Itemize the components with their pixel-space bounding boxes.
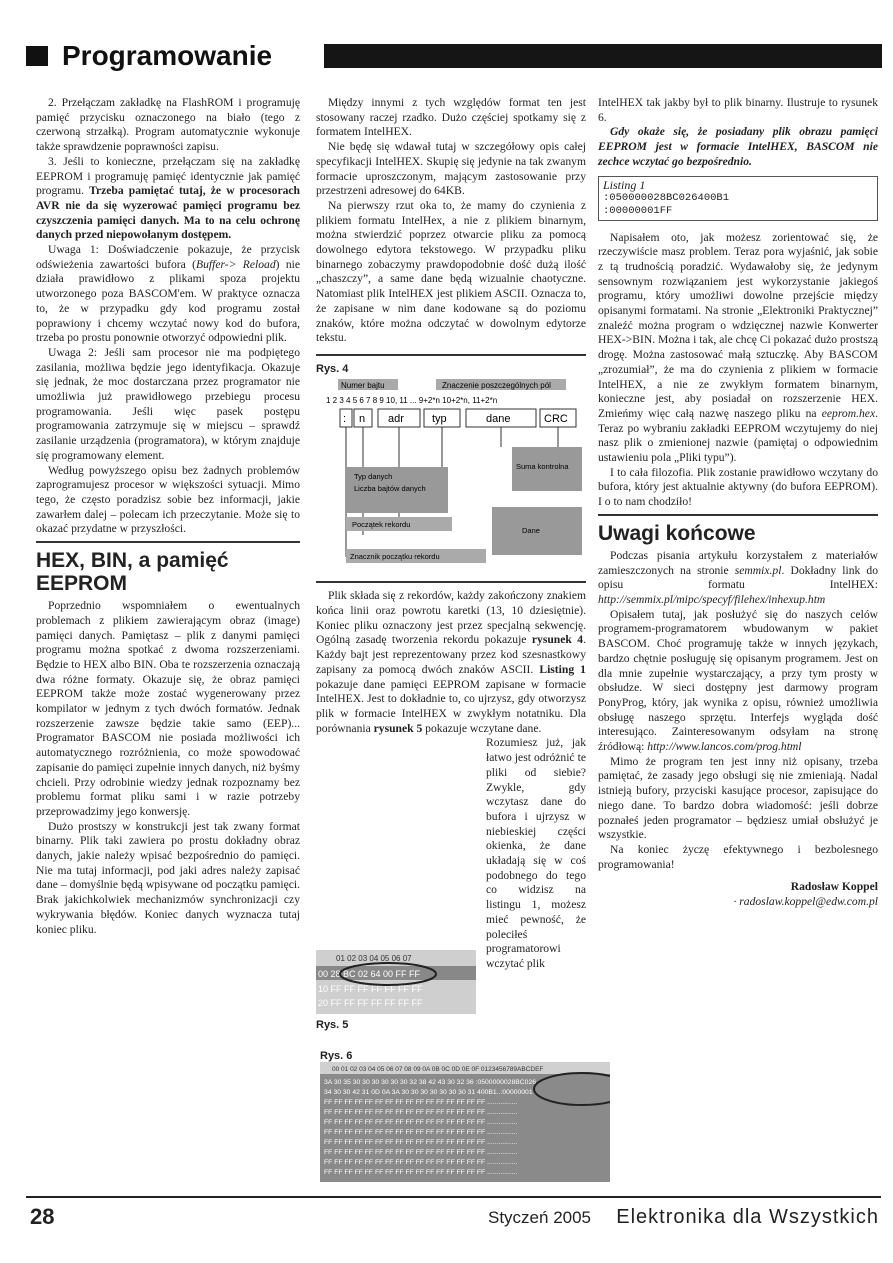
section-heading: HEX, BIN, a pamięć EEPROM: [36, 549, 229, 596]
column-1: [36, 96, 300, 937]
diagram-note: Początek rekordu: [352, 519, 411, 529]
page-number: 28: [30, 1204, 55, 1229]
hex-row: FF FF FF FF FF FF FF FF FF FF FF FF FF FF FF FF ................: [324, 1129, 518, 1136]
figure-5: [316, 950, 476, 1031]
paragraph: Według powyższego opisu bez żadnych problemów zaprogramujesz procesor w większości sytuacji. Mimo tego, że często poradzisz sobie bez informacji, jakie zawarłem dalej – polecam ich przeczytanie. Może się to okazać przydatne w przyszłości.: [36, 463, 300, 536]
hex-row: FF FF FF FF FF FF FF FF FF FF FF FF FF FF FF FF ................: [324, 1109, 518, 1116]
section-heading: Uwagi końcowe: [598, 521, 756, 545]
diagram-note: Liczba bajtów danych: [354, 483, 426, 493]
figure-6: [320, 1050, 610, 1187]
paragraph: 3. Jeśli to konieczne, przełączam się na zakładkę EEPROM i programuję pamięć identycznie jak pamięć programu. Trzeba pamiętać tutaj, że w procesorach AVR nie da się wyzerować pamięci programu bez czyszczenia pamięci danych. Ma to na celu ochronę danych przed niepowołanym dostępem.: [36, 154, 301, 242]
hex-row: FF FF FF FF FF FF FF FF FF FF FF FF FF FF FF FF ................: [324, 1099, 518, 1106]
paragraph: I to cała filozofia. Plik zostanie prawidłowo wczytany do bufora, który jest aktualnie aktywny (do bufora EEPROM). I o to nam chodziło!: [598, 465, 878, 509]
magazine-name: Elektronika dla Wszystkich: [616, 1206, 879, 1228]
paragraph: Podczas pisania artykułu korzystałem z materiałów zamieszczonych na stronie semmix.pl. Dokładny link do opisu formatu IntelHEX: http://semmix.pl/mipc/specyf/filehex/inhexup.htm: [598, 548, 879, 606]
paragraph: Między innymi z tych względów format ten jest stosowany raczej rzadko. Dużo częściej spotkamy się z formatem IntelHEX.: [316, 96, 586, 139]
figure-label: Rys. 6: [320, 1050, 353, 1062]
field-label: n: [359, 412, 366, 425]
column-2: [316, 96, 586, 972]
hex-row: FF FF FF FF FF FF FF FF FF FF FF FF FF FF FF FF ................: [324, 1149, 518, 1156]
field-label: CRC: [544, 412, 568, 425]
diagram-label: Numer bajtu: [341, 380, 385, 390]
paragraph: Rozumiesz już, jak łatwo jest odróżnić te pliki od siebie? Zwykle, gdy wczytasz dane do bufora i ujrzysz w niebieskiej części okienka, że dane układają się w coś podobnego do tego co widzisz na listingu 1, możesz mieć pewność, że poleciłeś programatorowi wczytać plik: [486, 736, 586, 970]
record-format-diagram: [316, 377, 586, 577]
hex-buffer-large: [320, 1062, 610, 1182]
header-bar: [324, 44, 882, 68]
page-header: [26, 40, 882, 74]
paragraph: Gdy okaże się, że posiadany plik obrazu pamięci EEPROM jest w formacie IntelHEX, BASCOM nie zechce wczytać go bezpośrednio.: [598, 125, 878, 168]
figure-label: Rys. 4: [316, 362, 349, 375]
section-rule: [598, 514, 878, 516]
author-email: · radoslaw.koppel@edw.com.pl: [733, 895, 878, 909]
diagram-note: Suma kontrolna: [516, 461, 569, 471]
figure-label: Rys. 5: [316, 1019, 349, 1031]
page-footer: [26, 1196, 881, 1234]
diagram-note: Typ danych: [354, 471, 393, 481]
paragraph: 2. Przełączam zakładkę na FlashROM i programuję pamięć przycisku oznaczonego na biało (tego z czerwoną strzałką). Program automatycznie wykonuje także sprawdzenie poprawności zapisu.: [36, 96, 300, 154]
paragraph: Dużo prostszy w konstrukcji jest tak zwany format binarny. Plik taki zawiera po prostu dokładny obraz danych, jakie należy wpisać bezpośrednio do pamięci. Nie ma tutaj informacji, pod jaki adres należy zapisać dane – domyślnie będą wpisywane od początku pamięci. Brak jakichkolwiek mechanizmów synchronizacji czy wykrywania błędów. Koniec danych wyznacza tutaj koniec pliku.: [36, 819, 300, 936]
author-name: Radosław Koppel: [790, 880, 878, 894]
hex-row: 00 28 BC 02 64 00 FF FF: [318, 969, 421, 979]
paragraph: Poprzednio wspomniałem o ewentualnych problemach z plikiem zawierającym obraz (image) pamięci danych. Pamiętasz – plik z danymi pamięci programu można spotkać z dwoma rozszerzeniami. Będzie to HEX albo BIN. Oba te rozszerzenia oznaczają dwa różne formaty. Okazuje się, że obraz pamięci EEPROM także może zostać wygenerowany przez kompilator w jednym z tych dwóch formatów. Jednak rozszerzenie zawsze będzie takie samo (EEP)... Programator BASCOM nie posiada możliwości ich automatycznego rozróżnienia, co może spowodować zapisanie do pamięci zupełnie innych danych, niż byśmy chcieli. Przy odrobinie wiedzy jednak rozpoznamy bez problemu format pliku sami i w razie potrzeby przeprowadzimy jego konwersję.: [36, 599, 300, 818]
listing-line: :00000001FF: [603, 204, 673, 217]
paragraph: Na koniec życzę efektywnego i bezbolesnego programowania!: [598, 842, 878, 871]
paragraph: Plik składa się z rekordów, każdy zakończony znakiem końca linii oraz powrotu karetki (13, 10 dziesiętnie). Koniec pliku oznaczony jest przez specjalną sekwencję. Ogólną zasadę tworzenia rekordu pokazuje rysunek 4. Każdy bajt jest reprezentowany przez kod szesnastkowy zapisany za pomocą dwóch znaków ASCII. Listing 1 pokazuje dane pamięci EEPROM zapisane w formacie IntelHEX. Jest to dokładnie to, co ujrzysz, gdy otworzysz plik w formacie IntelHEX w zwykłym notatniku. Dla porównania rysunek 5 pokazuje wczytane dane.: [316, 589, 587, 735]
paragraph: Nie będę się wdawał tutaj w szczegółowy opis całej specyfikacji IntelHEX. Skupię się jedynie na tak zwanym formacie uproszczonym, mającym zastosowanie przy przestrzeni adresowej do 64KB.: [316, 140, 586, 198]
hex-buffer-small: [316, 950, 476, 1014]
byte-index-line: 1 2 3 4 5 6 7 8 9 10, 11 ... 9+2*n 10+2*n, 11+2*n: [326, 395, 498, 405]
field-label: :: [343, 412, 347, 425]
paragraph: Uwaga 2: Jeśli sam procesor nie ma podpiętego zasilania, możliwa będzie jego identyfikacja. Okazuje się jednak, że moc dostarczana przez programator nie umożliwia już prawidłowego przebiegu procesu programowania. Jeśli więc pasek postępu programowania zatrzymuje się w miejscu – sprawdź zasilanie urządzenia (programatora), w którym znajduje się programowany element.: [36, 345, 300, 462]
hex-row: FF FF FF FF FF FF FF FF FF FF FF FF FF FF FF FF ................: [324, 1159, 518, 1166]
hex-row: FF FF FF FF FF FF FF FF FF FF FF FF FF FF FF FF ................: [324, 1169, 518, 1176]
listing-box: [598, 176, 878, 221]
field-label: typ: [432, 412, 447, 425]
listing-line: :050000028BC026400B1: [603, 191, 730, 204]
paragraph: IntelHEX tak jakby był to plik binarny. Ilustruje to rysunek 6.: [598, 96, 878, 124]
issue-date: Styczeń 2005: [488, 1208, 592, 1227]
diagram-label: Znaczenie poszczególnych pól: [442, 380, 551, 390]
diagram-note: Znacznik początku rekordu: [350, 551, 440, 561]
paragraph: Na pierwszy rzut oka to, że mamy do czynienia z plikiem formatu IntelHex, a nie z plikiem binarnym, można stwierdzić poprzez otwarcie pliku za pomocą dowolnego edytora tekstowego. W przypadku pliku binarnego zobaczymy prawdopodobnie dość dużą ilość „chaszczy”, a same dane będą wizualnie chaotyczne. Natomiast plik IntelHEX jest plikiem ASCII. Oznacza to, że zapisane w nim dane kodowane są do poziomu znaków, które można odczytać w dowolnym edytorze tekstu.: [316, 198, 586, 345]
field-label: dane: [486, 412, 511, 425]
figure-rule: [316, 581, 586, 583]
paragraph: Mimo że program ten jest inny niż opisany, trzeba pamiętać, że zasady jego obsługi się nie zmieniają. Nadal istnieją bufory, przyciski kasujące procesor, zapisujące do niego dane. To bardzo dobra wiadomość: jeśli dobrze poznałeś jeden programator – będziesz umiał obsłużyć je wszystkie.: [598, 754, 878, 842]
column-3: [598, 96, 878, 910]
hex-row: FF FF FF FF FF FF FF FF FF FF FF FF FF FF FF FF ................: [324, 1139, 518, 1146]
hex-row: 3A 30 35 30 30 30 30 30 30 32 38 42 43 30 32 36 :0500000028BC026: [324, 1079, 537, 1086]
paragraph: Opisałem tutaj, jak posłużyć się do naszych celów programem-programatorem wbudowanym w pakiet BASCOM. Choć programuję także w innych językach, bardzo chętnie posługuję się opisanym programem. Jest on dla mnie zupełnie wystarczający, a przy tym prosty w obsłudze. W sieci dostępny jest darmowy program PonyProg, który, jak wynika z opisu, również umożliwia obsługę naszego sprzętu. Interfejs wygląda dość interesująco. Zainteresowanym odsyłam na stronę źródłową: http://www.lancos.com/prog.html: [598, 607, 878, 754]
listing-title: Listing 1: [603, 177, 646, 192]
hex-row: 34 30 30 42 31 0D 0A 3A 30 30 30 30 30 30 30 31 400B1..:00000001: [324, 1089, 533, 1096]
hex-row: 10 FF FF FF FF FF FF FF: [318, 984, 423, 994]
header-square: [26, 46, 48, 66]
paragraph: Uwaga 1: Doświadczenie pokazuje, że przycisk odświeżenia zawartości bufora (Buffer-> Reload) nie działa prawidłowo z plikami spoza projektu utworzonego poza BASCOM'em. W praktyce oznacza to, że w przypadku gdy kod programu został poprawiony i chcemy wczytać nowy kod do bufora, trzeba po prostu ponownie otworzyć odpowiedni plik.: [36, 243, 301, 345]
paragraph: Napisałem oto, jak możesz zorientować się, że rzeczywiście masz problem. Teraz pora wyjaśnić, jak sobie z tą trudnością poradzić. Wydawałoby się, że jedynym sensownym rozwiązaniem jest wykorzystanie jakiegoś programu, który umożliwi dowolne przejście między opisanymi formatami. Na stronie „Elektroniki Praktycznej” znaleźć można program o wdzięcznej nazwie Konwerter HEX->BIN. Można i tak, ale chcę Ci pokazać dużo prostszą drogę. Można zastosować małą sztuczkę. Aby BASCOM „zrozumiał”, że ma do czynienia z plikiem w formacie IntelHEX, a nie ze zwykłym formatem binarnym, konieczne jest, aby posiadał on rozszerzenie HEX. Zmieńmy więc całą nazwę naszego pliku na eeprom.hex. Teraz po wybraniu zakładki EEPROM wczytujemy do niej nasz plik o zmienionej nazwie (pamiętaj o odpowiednim ustawieniu pola „Pliki typu”).: [598, 230, 878, 465]
figure-rule: [316, 354, 586, 356]
hex-header: 01 02 03 04 05 06 07: [336, 954, 412, 963]
section-title: Programowanie: [62, 40, 273, 71]
hex-row: 20 FF FF FF FF FF FF FF: [318, 998, 423, 1008]
section-rule: [36, 541, 300, 543]
hex-header: 00 01 02 03 04 05 06 07 08 09 0A 0B 0C 0D 0E 0F 0123456789ABCDEF: [332, 1066, 544, 1073]
field-label: adr: [388, 412, 404, 425]
diagram-note: Dane: [522, 525, 540, 535]
hex-row: FF FF FF FF FF FF FF FF FF FF FF FF FF FF FF FF ................: [324, 1119, 518, 1126]
